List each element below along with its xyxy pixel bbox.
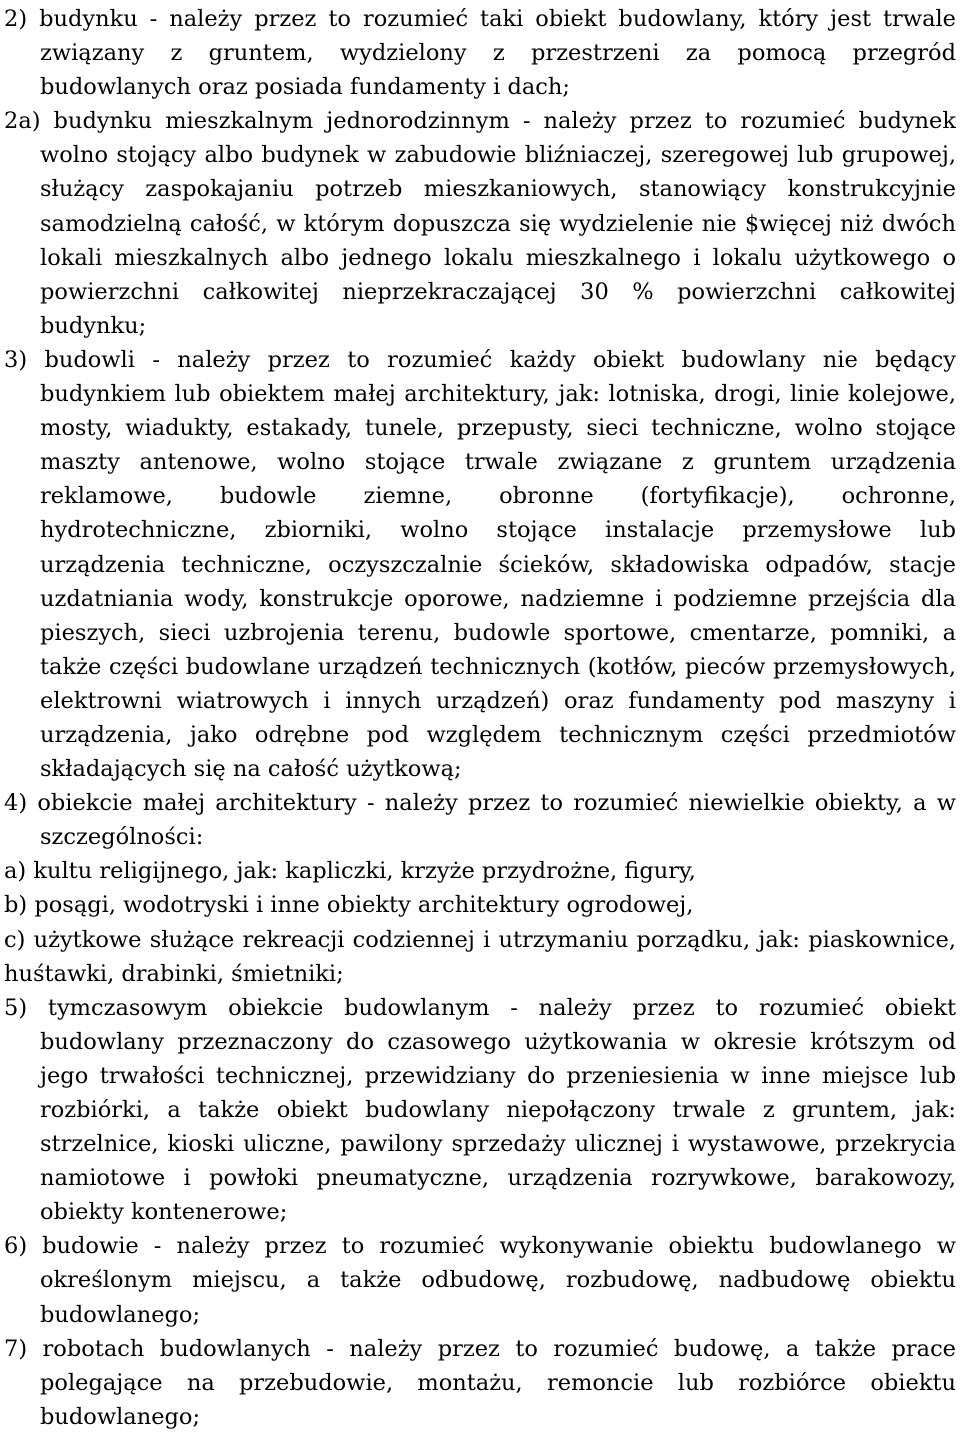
subitem-a-kultu-religijnego: a) kultu religijnego, jak: kapliczki, krzyże przydrożne, figury,	[4, 858, 696, 885]
definition-6-budowa: 6) budowie - należy przez to rozumieć wykonywanie obiektu budowlanego w określonym miejscu, a także odbudowę, rozbudowę, nadbudowę obiektu budowlanego;	[4, 1233, 956, 1328]
definition-4-obiekt-malej-architektury: 4) obiekcie małej architektury - należy przez to rozumieć niewielkie obiekty, a w szczególności:	[4, 790, 956, 851]
definition-5-tymczasowy-obiekt-budowlany: 5) tymczasowym obiekcie budowlanym - należy przez to rozumieć obiekt budowlany przeznaczony do czasowego użytkowania w okresie krótszym od jego trwałości technicznej, przewidziany do przeniesienia w inne miejsce lub rozbiórki, a także obiekt budowlany niepołączony trwale z gruntem, jak: strzelnice, kioski uliczne, pawilony sprzedaży ulicznej i wystawowe, przekrycia namiotowe i powłoki pneumatyczne, urządzenia rozrywkowe, barakowozy, obiekty kontenerowe;	[4, 994, 956, 1226]
subitem-b-posagi: b) posągi, wodotryski i inne obiekty architektury ogrodowej,	[4, 892, 694, 919]
subitem-c-uzytkowe: c) użytkowe służące rekreacji codziennej i utrzymaniu porządku, jak: piaskownice, huśtawki, drabinki, śmietniki;	[4, 926, 956, 987]
definition-2-budynek: 2) budynku - należy przez to rozumieć taki obiekt budowlany, który jest trwale związany z gruntem, wydzielony z przestrzeni za pomocą przegród budowlanych oraz posiada fundamenty i dach;	[4, 6, 956, 101]
definition-3-budowla: 3) budowli - należy przez to rozumieć każdy obiekt budowlany nie będący budynkiem lub obiektem małej architektury, jak: lotniska, drogi, linie kolejowe, mosty, wiadukty, estakady, tunele, przepusty, sieci techniczne, wolno stojące maszty antenowe, wolno stojące trwale związane z gruntem urządzenia reklamowe, budowle ziemne, obronne (fortyfikacje), ochronne, hydrotechniczne, zbiorniki, wolno stojące instalacje przemysłowe lub urządzenia techniczne, oczyszczalnie ścieków, składowiska odpadów, stacje uzdatniania wody, konstrukcje oporowe, nadziemne i podziemne przejścia dla pieszych, sieci uzbrojenia terenu, budowle sportowe, cmentarze, pomniki, a także części budowlane urządzeń technicznych (kotłów, pieców przemysłowych, elektrowni wiatrowych i innych urządzeń) oraz fundamenty pod maszyny i urządzenia, jako odrębne pod względem technicznym części przedmiotów składających się na całość użytkową;	[4, 346, 956, 783]
definition-2a-budynek-mieszkalny-jednorodzinny: 2a) budynku mieszkalnym jednorodzinnym - należy przez to rozumieć budynek wolno stojący albo budynek w zabudowie bliźniaczej, szeregowej lub grupowej, służący zaspokajaniu potrzeb mieszkaniowych, stanowiący konstrukcyjnie samodzielną całość, w którym dopuszcza się wydzielenie nie $więcej niż dwóch lokali mieszkalnych albo jednego lokalu mieszkalnego i lokalu użytkowego o powierzchni całkowitej nieprzekraczającej 30 % powierzchni całkowitej budynku;	[4, 108, 956, 339]
definition-7-roboty-budowlane: 7) robotach budowlanych - należy przez to rozumieć budowę, a także prace polegające na przebudowie, montażu, remoncie lub rozbiórce obiektu budowlanego;	[4, 1335, 956, 1430]
